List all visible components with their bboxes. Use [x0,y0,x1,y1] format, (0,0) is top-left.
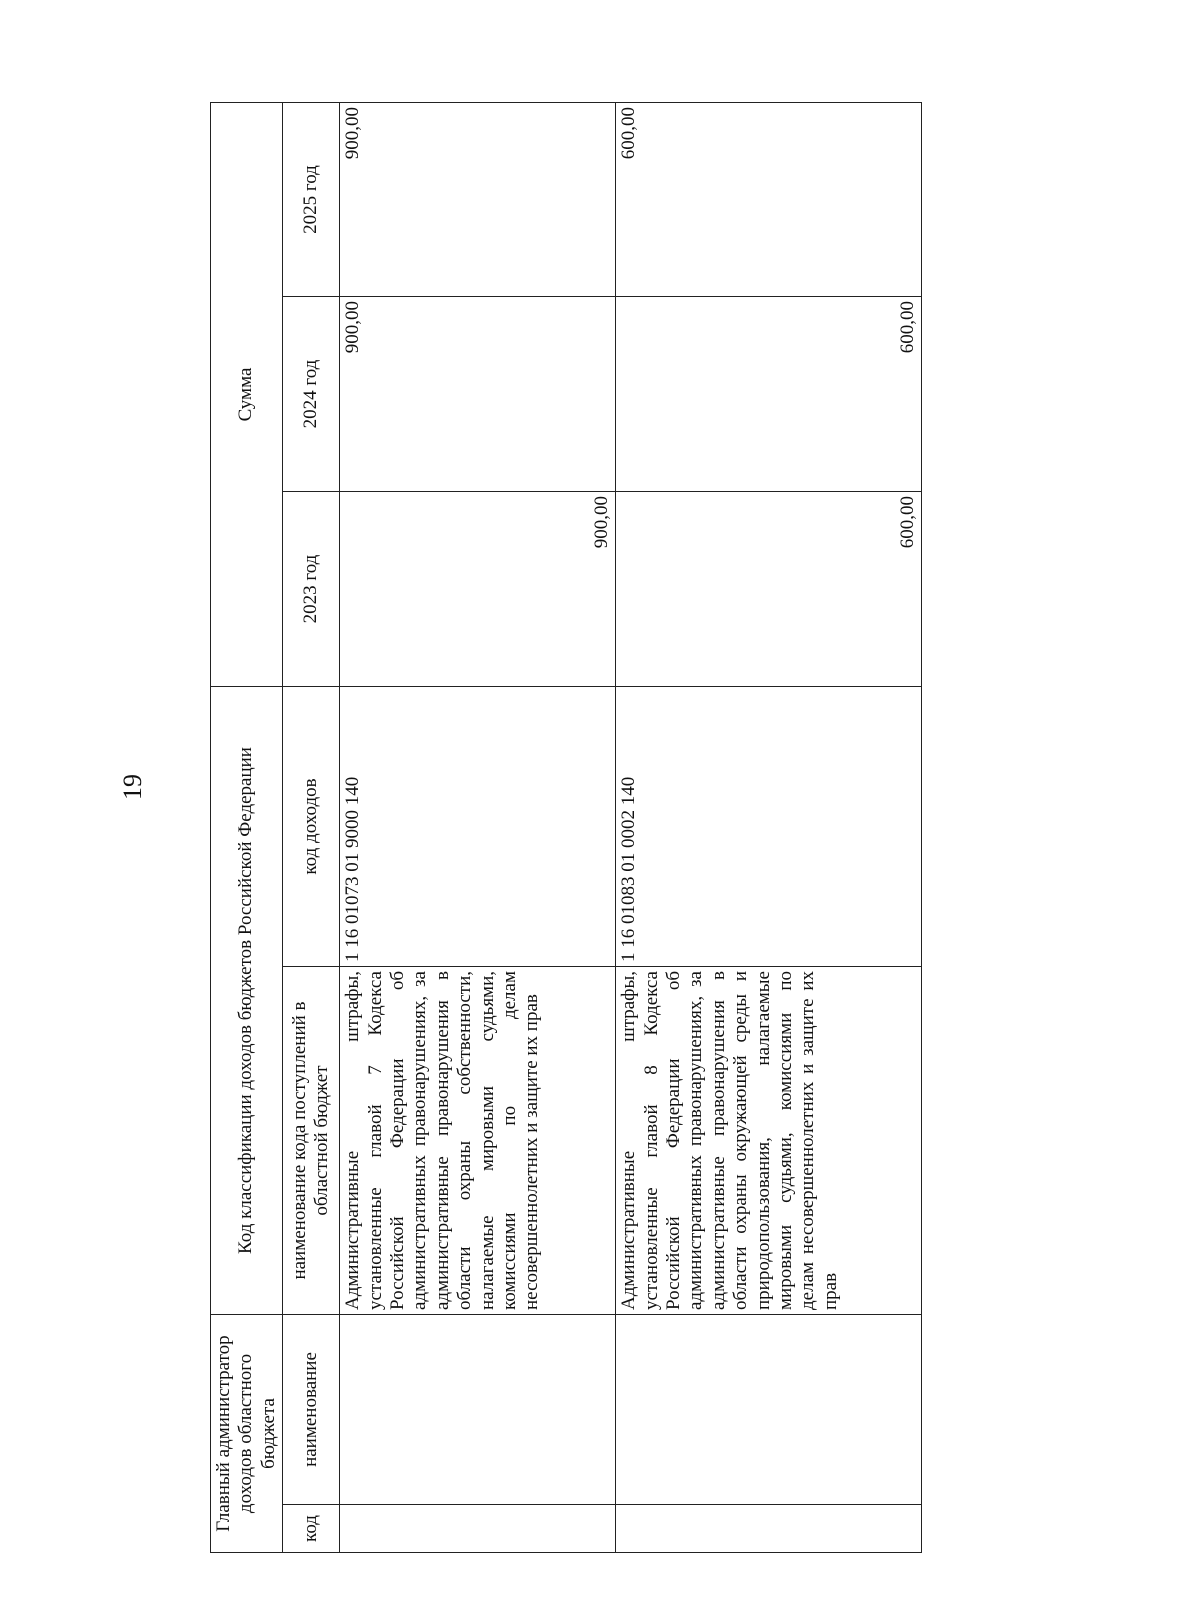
col-kod-dohodov-header: код доходов [283,687,340,967]
admin-group-header: Главный администратор доходов областного бюджета [211,1315,283,1553]
col-naimenovanie-header: наименование [283,1315,340,1505]
rotated-table-wrapper [210,103,922,1553]
header-row-group [211,103,283,1553]
col-2025-header: 2025 год [283,103,340,297]
row-naimenovanie-cell [340,1315,616,1505]
header-row-columns [283,103,340,1553]
row-income-code-cell: 1 16 01073 01 9000 140 [340,687,616,967]
col-kod-header: код [283,1505,340,1553]
row-2024-cell: 900,00 [340,297,616,492]
row-2025-cell: 900,00 [340,103,616,297]
row-description-cell: Административные штрафы, установленные главой 8 Кодекса Российской Федерации об административных правонарушениях, за административные правонарушения в области охраны окружающей среды и природопользования, налагаемые мировыми судьями, комиссиями по делам несовершеннолетних и защите их прав [616,967,922,1315]
row-income-code-cell: 1 16 01083 01 0002 140 [616,687,922,967]
code-group-header: Код классификации доходов бюджетов Российской Федерации [211,687,283,1315]
sum-group-header: Сумма [211,103,283,687]
row-description-cell: Административные штрафы, установленные главой 7 Кодекса Российской Федерации об административных правонарушениях, за административные правонарушения в области охраны собственности, налагаемые мировыми судьями, комиссиями по делам несовершеннолетних и защите их прав [340,967,616,1315]
row-2024-cell: 600,00 [616,297,922,492]
row-2023-cell: 600,00 [616,492,922,687]
col-naim-koda-header: наименование кода поступлений в областной бюджет [283,967,340,1315]
row-2023-cell: 900,00 [340,492,616,687]
row-2025-cell: 600,00 [616,103,922,297]
row-kod-cell [616,1505,922,1553]
page-number: 19 [118,774,147,800]
row-naimenovanie-cell [616,1315,922,1505]
col-2023-header: 2023 год [283,492,340,687]
table-row [616,103,922,1553]
col-2024-header: 2024 год [283,297,340,492]
table-row [340,103,616,1553]
revenue-table [210,102,922,1553]
row-kod-cell [340,1505,616,1553]
